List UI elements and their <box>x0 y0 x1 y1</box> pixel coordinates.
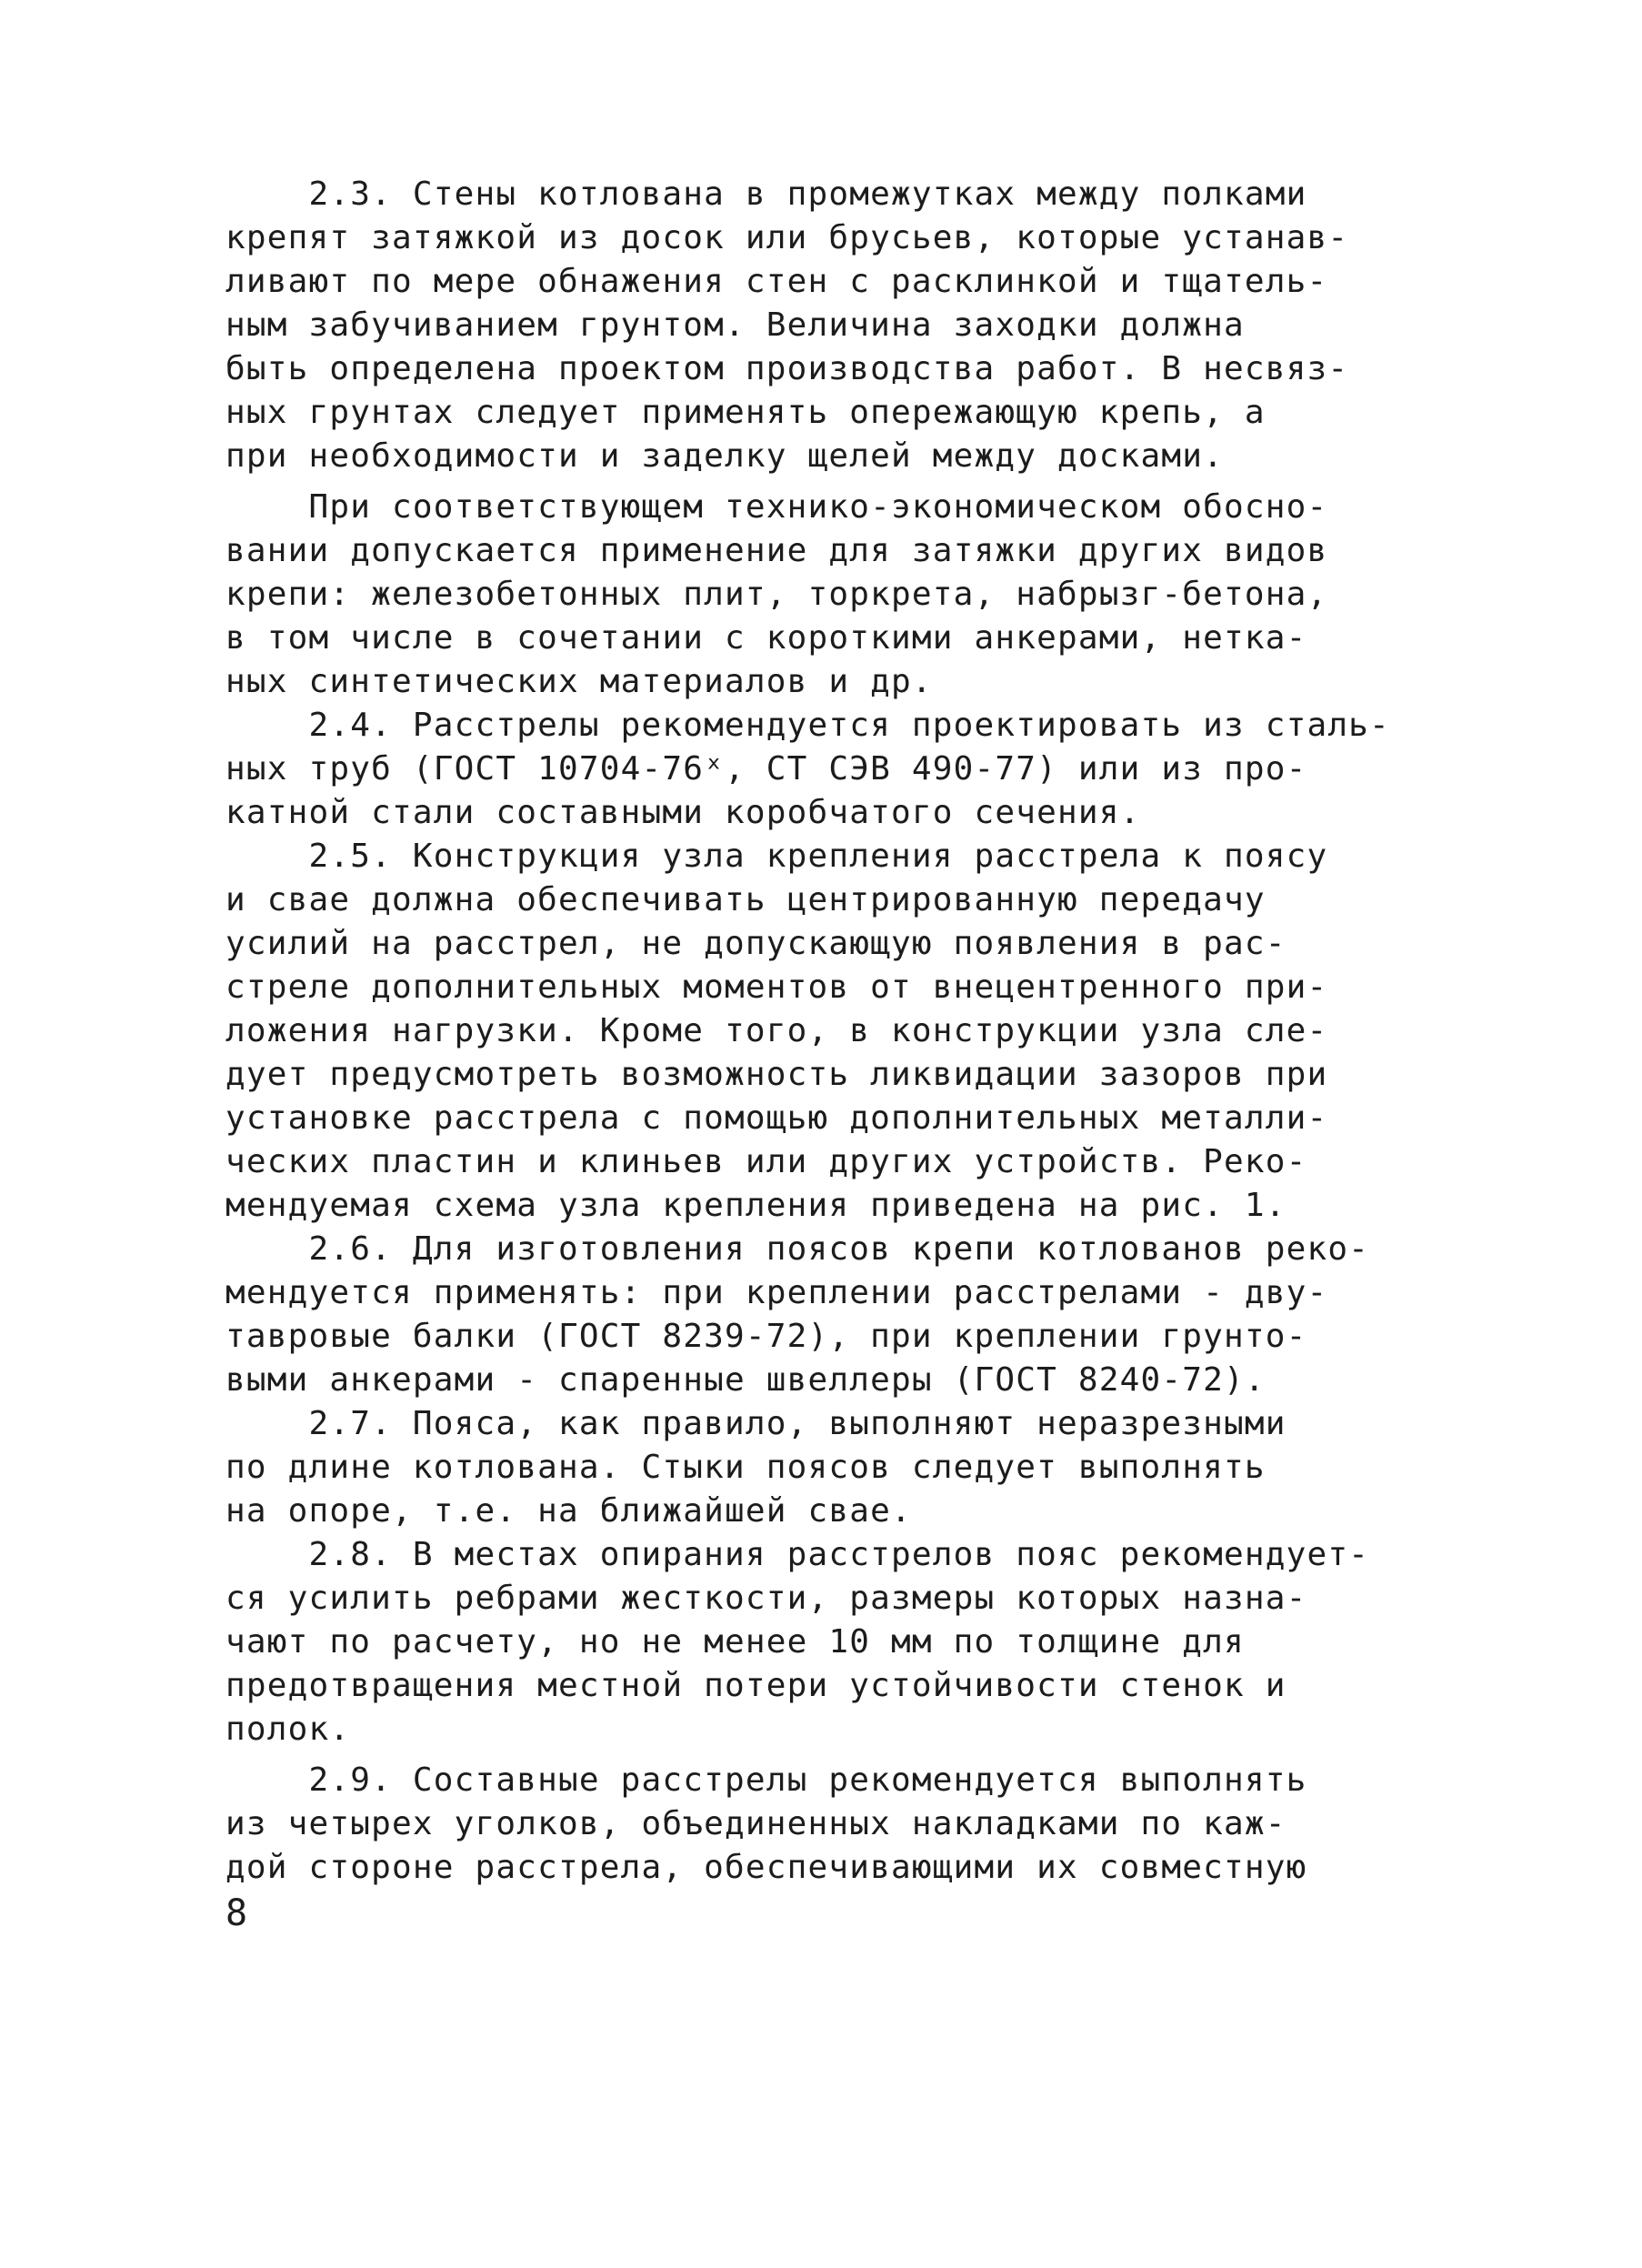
text-line: мендуемая схема узла крепления приведена на рис. 1. <box>225 1187 1287 1224</box>
text-line: из четырех уголков, объединенных накладками по каж- <box>225 1805 1287 1842</box>
text-line: катной стали составными коробчатого сечения. <box>225 794 1141 831</box>
text-line: установке расстрела с помощью дополнительных металли- <box>225 1099 1328 1137</box>
paragraph-p2-3b <box>225 486 1417 704</box>
text-line: ся усилить ребрами жесткости, размеры которых назна- <box>225 1580 1307 1617</box>
text-line: стреле дополнительных моментов от внецентренного при- <box>225 968 1328 1006</box>
paragraph-p2-9 <box>225 1759 1417 1890</box>
paragraph-p2-5 <box>225 835 1417 1228</box>
text-line: 2.5. Конструкция узла крепления расстрела к поясу <box>225 838 1328 875</box>
text-line: ложения нагрузки. Кроме того, в конструкции узла сле- <box>225 1012 1328 1049</box>
text-line: ных труб (ГОСТ 10704-76ˣ, СТ СЭВ 490-77) или из про- <box>225 750 1307 788</box>
paragraph-p2-3 <box>225 173 1417 478</box>
text-line: крепят затяжкой из досок или брусьев, которые устанав- <box>225 219 1349 256</box>
body-text <box>225 173 1417 1890</box>
text-line: при необходимости и заделку щелей между досками. <box>225 437 1224 475</box>
text-line: 2.8. В местах опирания расстрелов пояс рекомендует- <box>225 1536 1370 1573</box>
paragraph-p2-6 <box>225 1228 1417 1402</box>
text-line: ным забучиванием грунтом. Величина заходки должна <box>225 306 1245 344</box>
text-line: 2.9. Составные расстрелы рекомендуется выполнять <box>225 1761 1307 1799</box>
paragraph-p2-7 <box>225 1402 1417 1533</box>
text-line: вании допускается применение для затяжки других видов <box>225 532 1328 569</box>
text-line: 2.7. Пояса, как правило, выполняют неразрезными <box>225 1405 1287 1442</box>
text-line: полок. <box>225 1711 351 1748</box>
text-line: на опоре, т.е. на ближайшей свае. <box>225 1492 912 1530</box>
text-line: по длине котлована. Стыки поясов следует выполнять <box>225 1449 1266 1486</box>
text-line: крепи: железобетонных плит, торкрета, набрызг-бетона, <box>225 576 1328 613</box>
text-line: ливают по мере обнажения стен с расклинкой и тщатель- <box>225 263 1328 300</box>
text-line: усилий на расстрел, не допускающую появления в рас- <box>225 925 1287 962</box>
text-line: мендуется применять: при креплении расстрелами - дву- <box>225 1274 1328 1311</box>
text-line: 2.4. Расстрелы рекомендуется проектировать из сталь- <box>225 707 1390 744</box>
text-line: и свае должна обеспечивать центрированную передачу <box>225 881 1266 918</box>
text-line: дой стороне расстрела, обеспечивающими их совместную <box>225 1849 1307 1886</box>
text-line: чают по расчету, но не менее 10 мм по толщине для <box>225 1623 1245 1661</box>
text-line: дует предусмотреть возможность ликвидации зазоров при <box>225 1056 1328 1093</box>
page-number: 8 <box>225 1892 248 1934</box>
text-line: быть определена проектом производства работ. В несвяз- <box>225 350 1349 387</box>
text-line: 2.6. Для изготовления поясов крепи котлованов реко- <box>225 1230 1370 1268</box>
text-line: выми анкерами - спаренные швеллеры (ГОСТ 8240-72). <box>225 1361 1266 1399</box>
paragraph-p2-8 <box>225 1533 1417 1751</box>
text-line: 2.3. Стены котлована в промежутках между полками <box>225 176 1307 213</box>
text-line: ческих пластин и клиньев или других устройств. Реко- <box>225 1143 1307 1180</box>
paragraph-p2-4 <box>225 704 1417 835</box>
text-line: тавровые балки (ГОСТ 8239-72), при креплении грунто- <box>225 1318 1307 1355</box>
text-line: При соответствующем технико-экономическом обосно- <box>225 488 1328 526</box>
text-line: в том числе в сочетании с короткими анкерами, нетка- <box>225 619 1307 657</box>
text-line: ных грунтах следует применять опережающую крепь, а <box>225 394 1266 431</box>
text-line: ных синтетических материалов и др. <box>225 663 933 700</box>
text-line: предотвращения местной потери устойчивости стенок и <box>225 1667 1287 1704</box>
